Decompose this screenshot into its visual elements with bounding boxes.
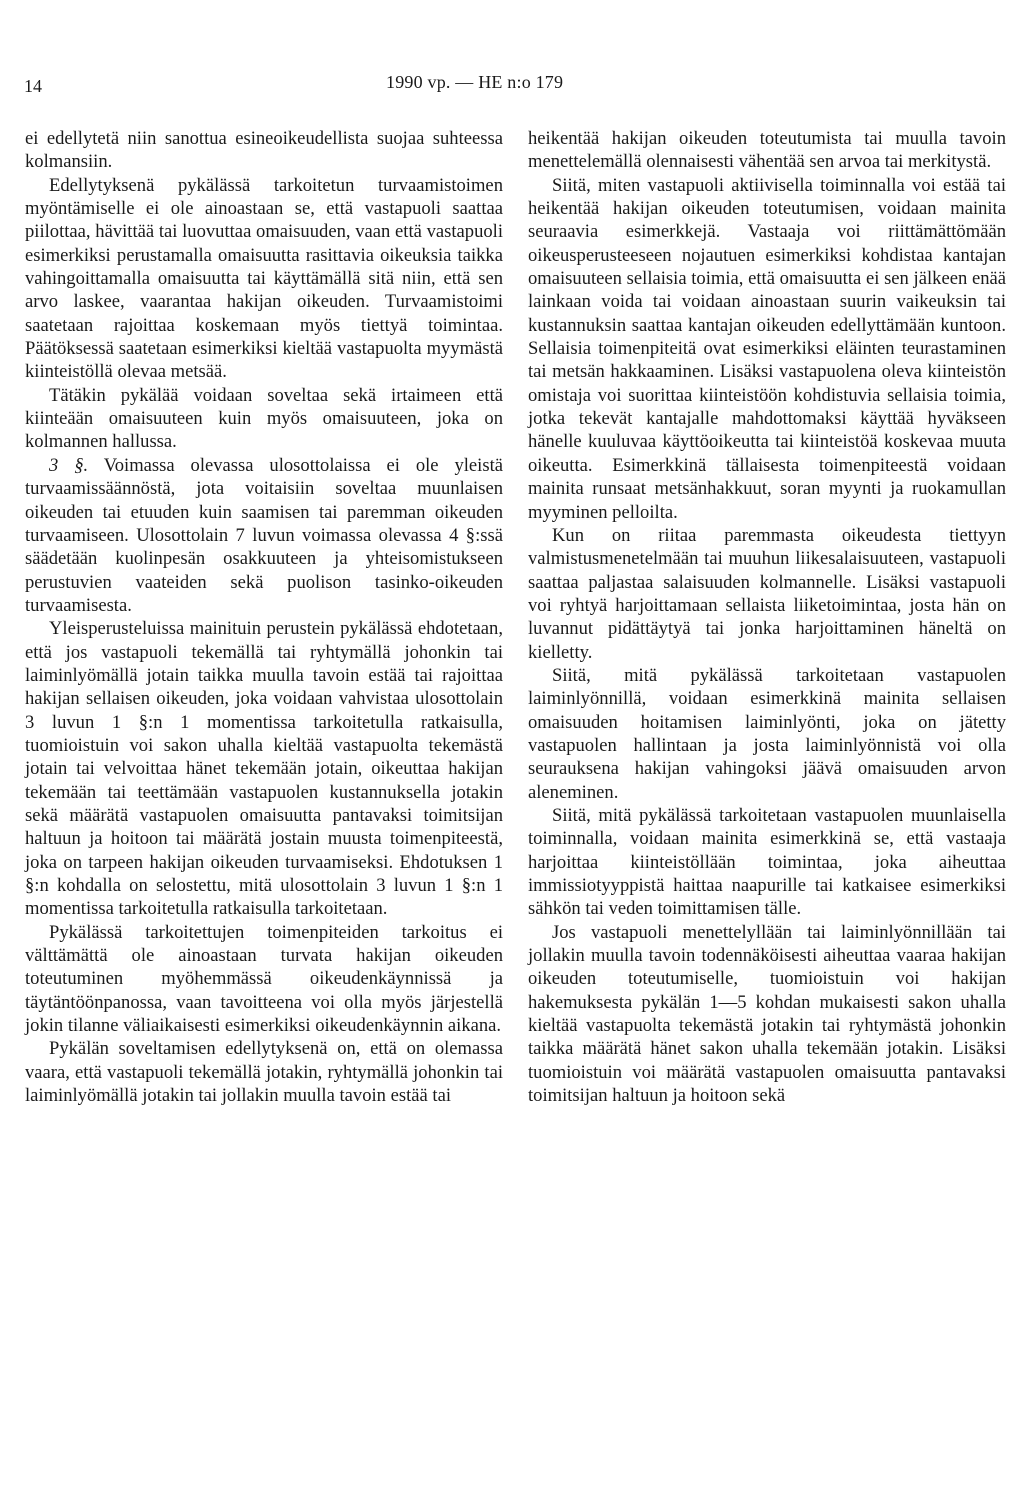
section-number: 3 §.	[49, 454, 89, 476]
paragraph: Siitä, mitä pykälässä tarkoitetaan vastapuolen laiminlyönnillä, voidaan esimerkkinä mainita sellaisen omaisuuden hoitamisen laiminlyönti, joka on jätetty vastapuolen hallintaan ja josta laiminlyönnistä voi olla seurauksena hakijan vahingoksi jäävä omaisuuden arvon aleneminen.	[528, 664, 1006, 803]
paragraph: Yleisperusteluissa mainituin perustein pykälässä ehdotetaan, että jos vastapuoli tekemällä tai ryhtymällä johonkin tai laiminlyömällä jotain taikka muulla tavoin estää tai rajoittaa hakijan sellaisen oikeuden, joka voidaan vahvistaa ulosottolain 3 luvun 1 §:n 1 momentissa tarkoitetulla ratkaisulla, tuomioistuin voi sakon uhalla kieltää vastapuolta tekemästä jotain tai velvoittaa hänet tekemään jotain, oikeuttaa hakijan tekemään tai teettämään vastapuolen kustannuksella jotakin sekä määrätä vastapuolen omaisuutta pantavaksi toimitsijan haltuun ja hoitoon tai määrätä jostain muusta toimenpiteestä, joka on tarpeen hakijan oikeuden turvaamiseksi. Ehdotuksen 1 §:n kohdalla on selostettu, mitä ulosottolain 3 luvun 1 §:n 1 momentissa tarkoitetulla ratkaisulla tarkoitetaan.	[25, 618, 503, 920]
left-column	[25, 127, 503, 1107]
section-text: Voimassa olevassa ulosottolaissa ei ole yleistä turvaamissäännöstä, jota voitaisiin soveltaa muunlaisen oikeuden tai etuuden kuin saamisen tai paremman oikeuden turvaamiseen. Ulosottolain 7 luvun voimassa olevassa 4 §:ssä säädetään kuolinpesän osakkuuteen ja yhteisomistukseen perustuvien vaateiden sekä puolison tasinko-oikeuden turvaamisesta.	[25, 454, 503, 616]
paragraph: Siitä, mitä pykälässä tarkoitetaan vastapuolen muunlaisella toiminnalla, voidaan mainita esimerkkinä se, että vastaaja harjoittaa kiinteistöllään toimintaa, joka aiheuttaa immissiotyyppistä haittaa naapurille tai katkaisee esimerkiksi sähkön tai veden toimittamisen tälle.	[528, 804, 1006, 920]
page-number: 14	[24, 76, 42, 96]
paragraph: ei edellytetä niin sanottua esineoikeudellista suojaa suhteessa kolmansiin.	[25, 128, 503, 173]
running-head: 1990 vp. — HE n:o 179	[386, 72, 564, 92]
paragraph: Edellytyksenä pykälässä tarkoitetun turvaamistoimen myöntämiselle ei ole ainoastaan se, että vastapuoli saattaa piilottaa, hävittää tai luovuttaa omaisuuden, vaan että vastapuoli esimerkiksi perustamalla omaisuutta rasittavia oikeuksia taikka vahingoittamalla omaisuutta tai käyttämällä sitä niin, että sen arvo laskee, vaarantaa hakijan oikeuden. Turvaamistoimi saatetaan rajoittaa koskemaan myös tiettyä toimintaa. Päätöksessä saatetaan esimerkiksi kieltää vastapuolta myymästä kiinteistöllä olevaa metsää.	[25, 174, 503, 383]
paragraph: Siitä, miten vastapuoli aktiivisella toiminnalla voi estää tai heikentää hakijan oikeuden toteutumisen, voidaan mainita seuraavia esimerkkejä. Vastaaja voi riittämättömään oikeusperusteeseen nojautuen esimerkiksi kohdistaa kantajan omaisuuteen sellaisia toimia, että omaisuutta ei sen jälkeen enää lainkaan voida tai voidaan ainoastaan suurin vaikeuksin tai kustannuksin saattaa kantajan oikeuden edellyttämään kuntoon. Sellaisia toimenpiteitä ovat esimerkiksi eläinten teurastaminen tai metsän hakkaaminen. Lisäksi vastapuolena oleva kiinteistön omistaja voi suorittaa kiinteistöön kohdistuvia sellaisia toimia, jotka tekevät kantajalle mahdottomaksi käyttää hyväkseen hänelle kuuluvaa käyttöoikeutta tai kiinteistöä koskevaa muuta oikeutta. Esimerkkinä tällaisesta toimenpiteestä voidaan mainita runsaat metsänhakkuut, soran myynti ja ruokamullan myyminen pelloilta.	[528, 174, 1006, 523]
paragraph: heikentää hakijan oikeuden toteutumista tai muulla tavoin menettelemällä olennaisesti vähentää sen arvoa tai merkitystä.	[528, 128, 1006, 173]
paragraph: Pykälässä tarkoitettujen toimenpiteiden tarkoitus ei välttämättä ole ainoastaan turvata hakijan oikeuden toteutuminen myöhemmässä oikeudenkäynnissä ja täytäntöönpanossa, vaan tavoitteena voi olla myös järjestellä jokin tilanne väliaikaisesti esimerkiksi oikeudenkäynnin aikana.	[25, 921, 503, 1037]
paragraph: Kun on riitaa paremmasta oikeudesta tiettyyn valmistusmenetelmään tai muuhun liikesalaisuuteen, vastapuoli saattaa paljastaa salaisuuden kolmannelle. Lisäksi vastapuoli voi ryhtyä harjoittamaan sellaista liiketoimintaa, josta hän on luvannut pidättäytyä tai jonka harjoittaminen häneltä on kielletty.	[528, 524, 1006, 663]
right-column	[528, 127, 1006, 1107]
section-paragraph	[25, 454, 503, 617]
paragraph: Pykälän soveltamisen edellytyksenä on, että on olemassa vaara, että vastapuoli tekemällä jotakin, ryhtymällä johonkin tai laiminlyömällä jotakin tai jollakin muulla tavoin estää tai	[25, 1038, 503, 1107]
paragraph: Tätäkin pykälää voidaan soveltaa sekä irtaimeen että kiinteään omaisuuteen kuin myös omaisuuteen, joka on kolmannen hallussa.	[25, 384, 503, 453]
paragraph: Jos vastapuoli menettelyllään tai laiminlyönnillään tai jollakin muulla tavoin todennäköisesti aiheuttaa vaaraa hakijan oikeuden toteutumiselle, tuomioistuin voi hakijan hakemuksesta pykälän 1—5 kohdan mukaisesti sakon uhalla kieltää vastapuolta tekemästä jotakin tai ryhtymästä johonkin taikka määrätä hänet sakon uhalla tekemään jotakin. Lisäksi tuomioistuin voi määrätä vastapuolen omaisuutta pantavaksi toimitsijan haltuun ja hoitoon sekä	[528, 921, 1006, 1107]
